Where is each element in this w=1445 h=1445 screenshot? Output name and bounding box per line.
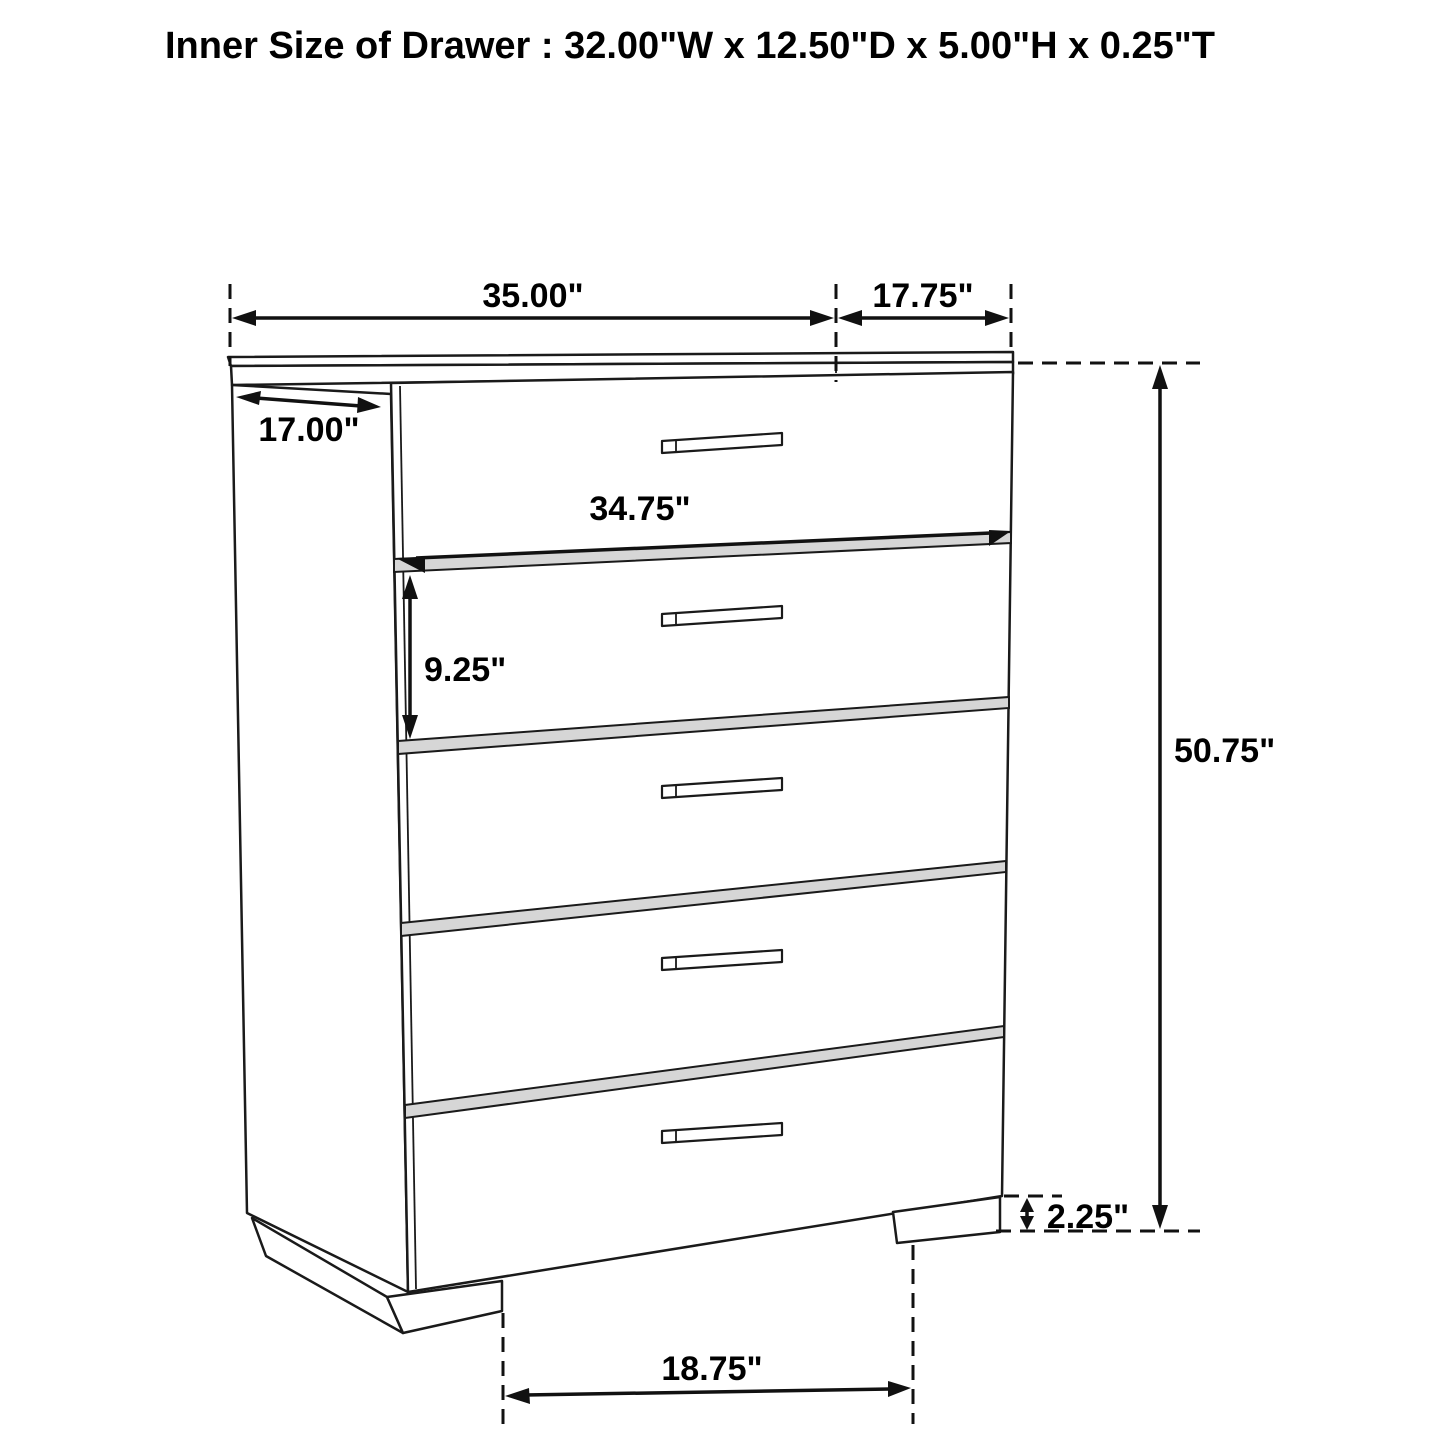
arrowhead-down — [1020, 1216, 1034, 1230]
side-depth-label: 17.00" — [258, 411, 360, 449]
drawer-width-label: 34.75" — [589, 490, 691, 528]
arrowhead-right — [985, 310, 1009, 326]
arrowhead-right — [888, 1381, 911, 1397]
arrowhead-up — [1020, 1198, 1034, 1212]
leg-span-label: 18.75" — [661, 1350, 763, 1388]
top-depth-label: 17.75" — [872, 277, 974, 315]
arrowhead-left — [838, 310, 862, 326]
arrowhead-right — [810, 310, 834, 326]
dimension-top-depth — [838, 277, 1011, 356]
side-panel — [232, 385, 408, 1292]
dimension-leg-span — [503, 1245, 913, 1424]
top-width-label: 35.00" — [482, 277, 584, 315]
front-face — [391, 372, 1013, 1292]
drawer-height-label: 9.25" — [424, 651, 507, 689]
dimension-overall-height — [996, 363, 1275, 1231]
arrowhead-up — [1152, 365, 1168, 389]
arrowhead-left — [505, 1388, 530, 1404]
diagram-title: Inner Size of Drawer : 32.00"W x 12.50"D x 5.00"H x 0.25"T — [165, 25, 1215, 67]
arrowhead-left — [232, 310, 256, 326]
leg-height-label: 2.25" — [1046, 1198, 1130, 1236]
overall-height-label: 50.75" — [1174, 732, 1276, 770]
arrowhead-down — [1152, 1205, 1168, 1229]
